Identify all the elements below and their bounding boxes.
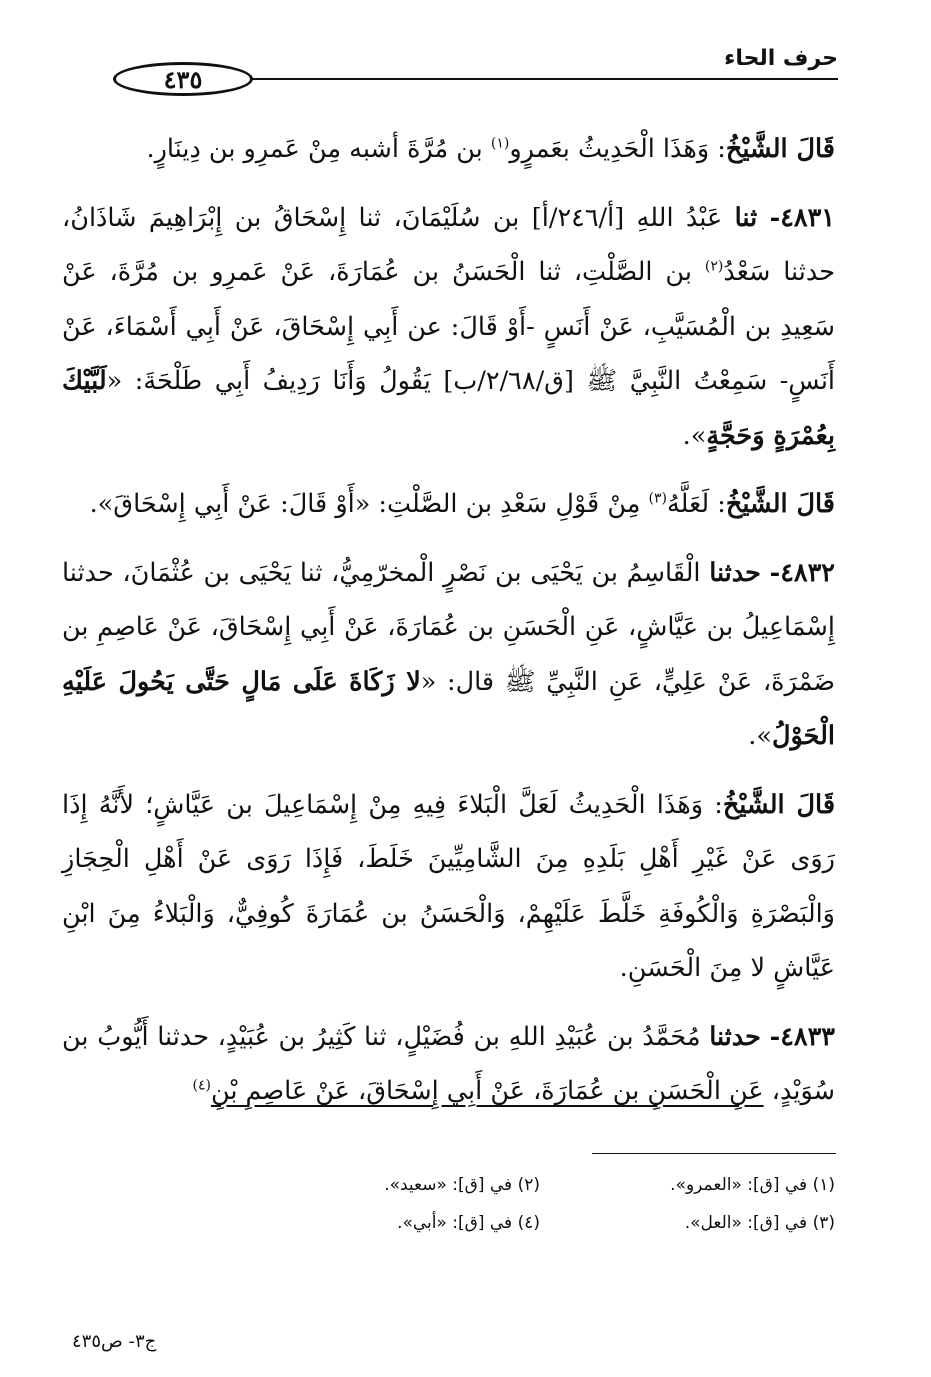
paragraph-text: : وَهَذَا الْحَدِيثُ لَعَلَّ الْبَلاءَ فِيهِ مِنْ إِسْمَاعِيلَ بن عَيَّاشٍ؛ لأَنَّهُ إِذَا رَوَى عَنْ غَيْرِ أَهْلِ بَلَدِهِ مِنَ الشَّامِيِّينَ خَلَطَ، فَإِذَا رَوَى عَنْ أَهْلِ الْحِجَازِ وَالْبَصْرَةِ وَالْكُوفَةِ خَلَّطَ عَلَيْهِمْ، وَالْحَسَنُ بن عُمَارَةَ كُوفِيٌّ، وَالْبَلاءُ مِنَ ابْنِ عَيَّاشٍ لا مِنَ الْحَسَنِ.	[62, 789, 835, 983]
footnote-3: (٣) في [ق]: «العل».	[684, 1213, 835, 1233]
header-rule	[198, 78, 838, 80]
underlined-text: عَنِ الْحَسَنِ بن عُمَارَةَ، عَنْ أَبِي إِسْحَاقَ، عَنْ عَاصِمِ بْنِ	[210, 1076, 764, 1106]
paragraph-text: ».	[682, 420, 707, 451]
page-number: ٤٣٥	[163, 64, 203, 94]
paragraph-text: ».	[748, 721, 772, 751]
footnote-2: (٢) في [ق]: «سعيد».	[384, 1175, 540, 1195]
hadith-matn: لَبَّيْكَ بِعُمْرَةٍ وَحَجَّةٍ	[62, 366, 835, 451]
footnote-row	[250, 1204, 835, 1242]
paragraph-1	[62, 122, 835, 177]
transmission-term: حدثنا	[709, 557, 761, 588]
hadith-number: ٤٨٣٢-	[769, 557, 836, 588]
chapter-title: حرف الحاء	[724, 46, 838, 71]
paragraph-text: عَبْدُ اللهِ [أ/٢٤٦/أ] بن سُلَيْمَانَ، ثنا إِسْحَاقُ بن إِبْرَاهِيمَ شَاذَانُ، حدثنا سَعْدُ	[62, 202, 835, 287]
footnote-rule	[592, 1153, 836, 1154]
hadith-number: ٤٨٣٣-	[769, 1021, 836, 1052]
footnotes	[250, 1166, 835, 1242]
page-header	[58, 40, 838, 110]
transmission-term: ثنا	[734, 202, 758, 233]
sheikh-said-label: قَالَ الشَّيْخُ	[725, 134, 835, 164]
page-number-badge	[113, 62, 253, 96]
paragraph-5	[62, 778, 835, 996]
paragraph-text: بن الصَّلْتِ، ثنا الْحَسَنُ بن عُمَارَةَ، عَنْ عَمرِو بن مُرَّةَ، عَنْ سَعِيدِ بن الْمُسَيَّبِ، عَنْ أَنَسٍ -أَوْ قَالَ: عن أَبِي إِسْحَاقَ، عَنْ أَبِي أَسْمَاءَ، عَنْ أَنَسٍ- سَمِعْتُ النَّبِيَّ ﷺ [ق/٢/٦٨/ب] يَقُولُ وَأَنَا رَدِيفُ أَبِي طَلْحَةَ: «	[62, 257, 835, 396]
volume-page-reference: ج٣- ص٤٣٥	[72, 1331, 157, 1352]
body-text	[62, 122, 835, 1133]
paragraph-text: : وَهَذَا الْحَدِيثُ بعَمرٍو	[509, 134, 726, 164]
footnote-1: (١) في [ق]: «العمرو».	[670, 1175, 835, 1195]
hadith-4832	[62, 546, 835, 764]
hadith-number: ٤٨٣١-	[769, 202, 835, 233]
paragraph-text: الْقَاسِمُ بن يَحْيَى بن نَصْرٍ الْمخرّمِيُّ، ثنا يَحْيَى بن عُثْمَانَ، حدثنا إِسْمَاعِيلُ بن عَيَّاشٍ، عَنِ الْحَسَنِ بن عُمَارَةَ، عَنْ أَبِي إِسْحَاقَ، عَنْ عَاصِمِ بن ضَمْرَةَ، عَنْ عَلِيٍّ، عَنِ النَّبِيِّ ﷺ قال: «	[62, 557, 835, 697]
paragraph-3	[62, 477, 835, 532]
footnote-ref: (٣)	[648, 490, 667, 507]
hadith-matn: لا زَكَاةَ عَلَى مَالٍ حَتَّى يَحُولَ عَلَيْهِ الْحَوْلُ	[62, 666, 835, 751]
footnote-4: (٤) في [ق]: «أبي».	[397, 1213, 540, 1233]
footnote-row	[250, 1166, 835, 1204]
paragraph-text: مُحَمَّدُ بن عُبَيْدِ اللهِ بن فُضَيْلٍ، ثنا كَثِيرُ بن عُبَيْدٍ، حدثنا أَيُّوبُ بن سُوَيْدٍ،	[62, 1021, 835, 1106]
paragraph-text: : لَعَلَّهُ	[666, 489, 726, 519]
hadith-4831	[62, 191, 835, 464]
footnote-ref: (٤)	[192, 1077, 211, 1094]
transmission-term: حدثنا	[709, 1021, 761, 1052]
footnote-ref: (٢)	[704, 258, 724, 275]
paragraph-text: مِنْ قَوْلِ سَعْدِ بن الصَّلْتِ: «أَوْ قَالَ: عَنْ أَبِي إِسْحَاقَ».	[89, 489, 649, 519]
footnote-ref: (١)	[490, 135, 510, 152]
sheikh-said-label: قَالَ الشَّيْخُ	[722, 789, 836, 820]
paragraph-text: بن مُرَّةَ أشبه مِنْ عَمرِو بن دِينَارٍ.	[146, 134, 491, 164]
sheikh-said-label: قَالَ الشَّيْخُ	[725, 489, 835, 519]
hadith-4833	[62, 1010, 835, 1119]
